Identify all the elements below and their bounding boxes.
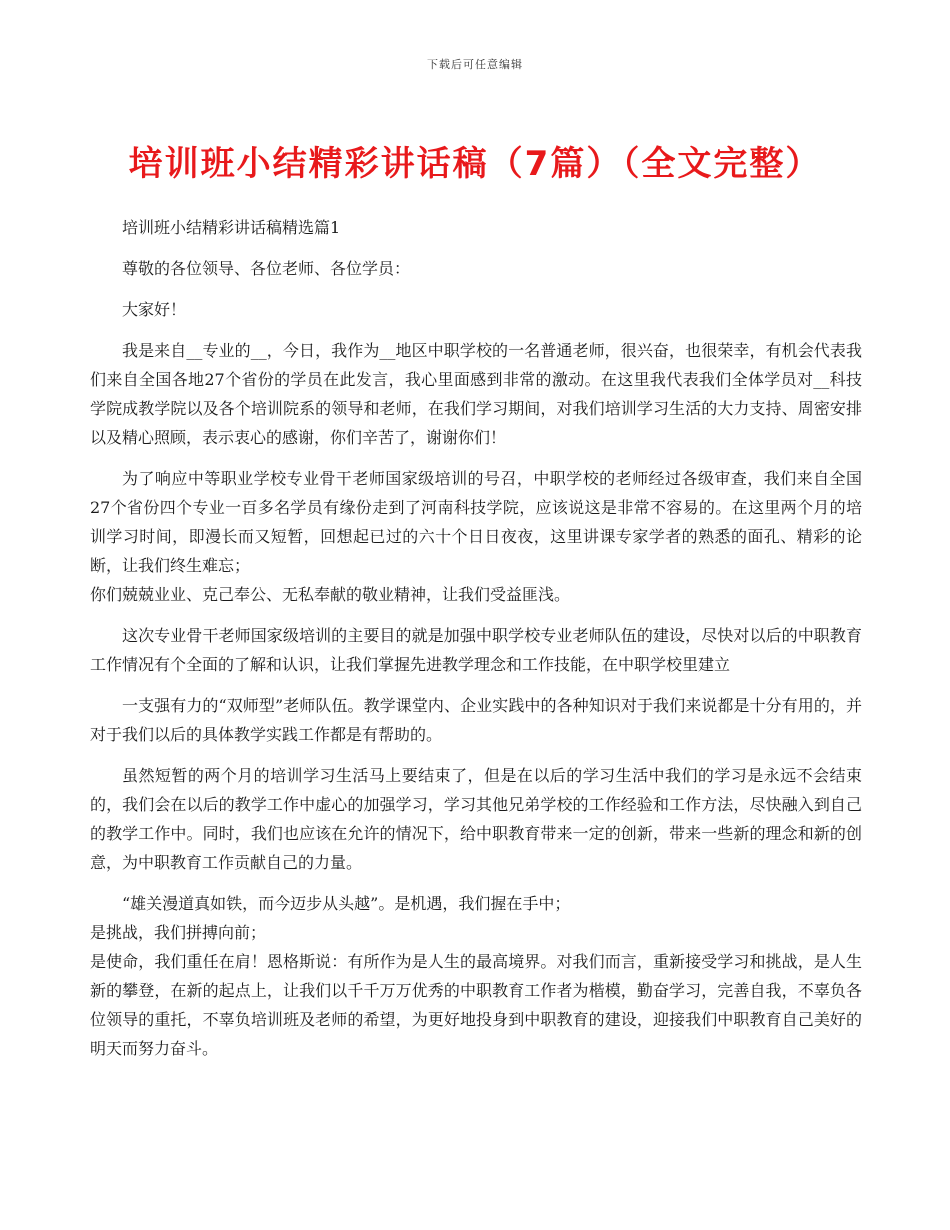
paragraph-future: 虽然短暂的两个月的培训学习生活马上要结束了，但是在以后的学习生活中我们的学习是永远不会结束的，我们会在以后的教学工作中虚心的加强学习，学习其他兄弟学校的工作经验和工作方法，尽快融入到自己的教学工作中。同时，我们也应该在允许的情况下，给中职教育带来一定的创新，带来一些新的理念和新的创意，为中职教育工作贡献自己的力量。 xyxy=(90,766,862,872)
section-heading: 培训班小结精彩讲话稿精选篇1 xyxy=(122,218,341,237)
header-note: 下载后可任意编辑 xyxy=(427,58,523,71)
paragraph-closing-challenge: 是挑战，我们拼搏向前； xyxy=(90,923,267,942)
salutation: 尊敬的各位领导、各位老师、各位学员： xyxy=(122,259,411,278)
greeting: 大家好！ xyxy=(122,300,187,319)
document-body xyxy=(90,213,862,1075)
paragraph-training-continuation: 你们兢兢业业、克己奉公、无私奉献的敬业精神，让我们受益匪浅。 xyxy=(90,585,571,604)
paragraph-purpose: 这次专业骨干老师国家级培训的主要目的就是加强中职学校专业老师队伍的建设，尽快对以后的中职教育工作情况有个全面的了解和认识，让我们掌握先进教学理念和工作技能，在中职学校里建立 xyxy=(90,626,862,674)
paragraph-team: 一支强有力的“双师型”老师队伍。教学课堂内、企业实践中的各种知识对于我们来说都是十分有用的，并对于我们以后的具体教学实践工作都是有帮助的。 xyxy=(90,696,862,744)
paragraph-closing-mission: 是使命，我们重任在肩！恩格斯说：有所作为是人生的最高境界。对我们而言，重新接受学习和挑战，是人生新的攀登，在新的起点上，让我们以千千万万优秀的中职教育工作者为楷模，勤奋学习，完善自我，不辜负各位领导的重托，不辜负培训班及老师的希望，为更好地投身到中职教育的建设，迎接我们中职教育自己美好的明天而努力奋斗。 xyxy=(90,952,862,1058)
paragraph-training-block xyxy=(90,464,862,609)
document-title: 培训班小结精彩讲话稿（7篇）（全文完整） xyxy=(128,144,822,184)
paragraph-intro: 我是来自__专业的__，今日，我作为__地区中职学校的一名普通老师，很兴奋，也很荣幸，有机会代表我们来自全国各地27个省份的学员在此发言，我心里面感到非常的激动。在这里我代表我们全体学员对__科技学院成教学院以及各个培训院系的领导和老师，在我们学习期间，对我们培训学习生活的大力支持、周密安排以及精心照顾，表示衷心的感谢，你们辛苦了，谢谢你们！ xyxy=(90,341,862,447)
paragraph-closing-block xyxy=(90,889,862,1063)
paragraph-closing-quote: “雄关漫道真如铁，而今迈步从头越”。是机遇，我们握在手中； xyxy=(122,894,571,913)
paragraph-training: 为了响应中等职业学校专业骨干老师国家级培训的号召，中职学校的老师经过各级审查，我们来自全国27个省份四个专业一百多名学员有缘份走到了河南科技学院，应该说这是非常不容易的。在这里两个月的培训学习时间，即漫长而又短暂，回想起已过的六十个日日夜夜，这里讲课专家学者的熟悉的面孔、精彩的论断，让我们终生难忘； xyxy=(90,469,862,575)
